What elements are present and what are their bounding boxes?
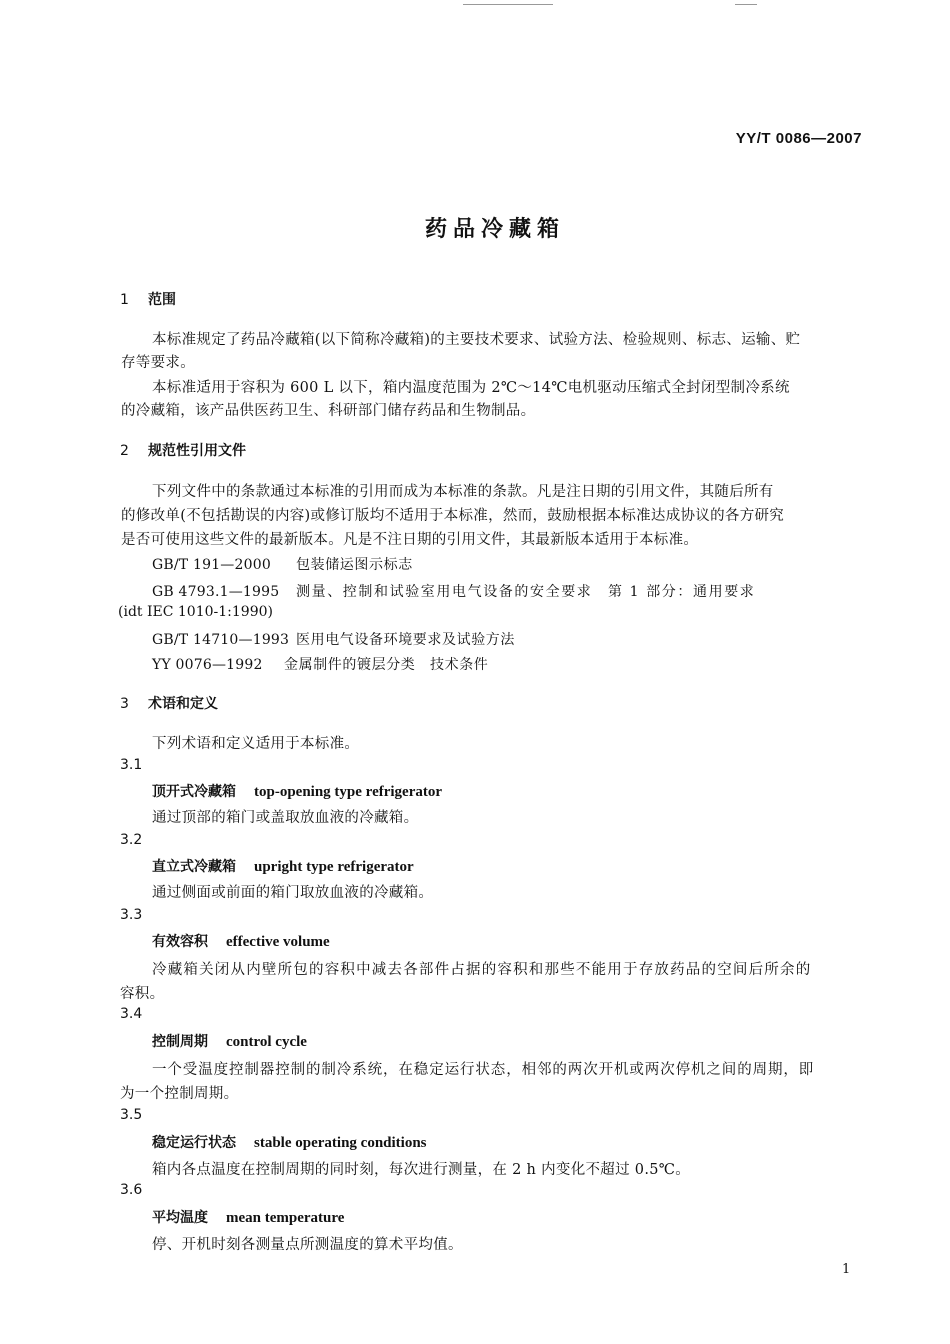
scan-artifact-line [735,4,757,5]
term-chinese: 有效容积 [152,934,208,950]
section-title: 术语和定义 [148,696,218,712]
section-title: 范围 [148,292,176,308]
term-definition: 冷藏箱关闭从内壁所包的容积中减去各部件占据的容积和那些不能用于存放药品的空间后所余的 [152,962,812,978]
clause-number: 3.2 [120,832,143,848]
term-definition: 一个受温度控制器控制的制冷系统，在稳定运行状态，相邻的两次开机或两次停机之间的周期，即 [152,1062,815,1078]
scan-artifact-line [463,4,553,5]
normative-reference-cont [118,604,273,620]
text-line: 本标准适用于容积为 600 L 以下，箱内温度范围为 2℃～14℃电机驱动压缩式全封闭型制冷系统 [152,380,790,396]
section-1-paragraph-2-cont [121,400,861,424]
term-entry [152,1132,427,1152]
term-english: upright type refrigerator [254,859,414,875]
reference-name: 包装储运图示标志 [296,557,413,573]
standard-code: YY/T 0086—2007 [735,130,862,147]
reference-code: GB/T 191—2000 [152,557,271,573]
reference-name: 测量、控制和试验室用电气设备的安全要求 第 1 部分：通用要求 [296,584,756,600]
normative-reference [152,654,488,674]
reference-code: GB 4793.1—1995 [152,584,280,600]
term-definition-cont: 为一个控制周期。 [120,1086,239,1102]
section-2-heading [120,440,246,460]
term-entry [152,781,442,801]
reference-code: YY 0076—1992 [152,657,263,673]
section-2-paragraph-line-2 [121,505,861,529]
reference-code: GB/T 14710—1993 [152,632,290,648]
text-line: 下列文件中的条款通过本标准的引用而成为本标准的条款。凡是注日期的引用文件，其随后所有 [152,484,774,500]
section-1-paragraph-1-cont [121,352,861,376]
text-line: 的冷藏箱，该产品供医药卫生、科研部门储存药品和生物制品。 [121,403,536,419]
clause-number: 3.5 [120,1107,143,1123]
section-title: 规范性引用文件 [148,443,246,459]
term-english: effective volume [226,934,330,950]
term-definition: 停、开机时刻各测量点所测温度的算术平均值。 [152,1237,463,1253]
section-3-heading [120,693,218,713]
reference-name: 医用电气设备环境要求及试验方法 [296,632,515,648]
term-english: top-opening type refrigerator [254,784,443,800]
text-line: 的修改单(不包括勘误的内容)或修订版均不适用于本标准，然而，鼓励根据本标准达成协议的各方研究 [121,508,785,524]
section-number: 2 [120,443,129,459]
page-number: 1 [842,1262,851,1277]
clause-number: 3.6 [120,1182,143,1198]
term-english: mean temperature [226,1210,345,1226]
normative-reference [152,554,413,574]
document-title: 药品冷藏箱 [424,217,565,242]
section-number: 3 [120,696,129,712]
normative-reference [152,581,755,601]
term-english: control cycle [226,1034,307,1050]
term-definition: 通过侧面或前面的箱门取放血液的冷藏箱。 [152,885,434,901]
section-1-paragraph-1 [121,329,861,353]
term-entry [152,1031,307,1051]
reference-idt: (idt IEC 1010-1:1990) [118,604,273,620]
term-chinese: 控制周期 [152,1034,208,1050]
term-chinese: 平均温度 [152,1210,208,1226]
term-definition: 通过顶部的箱门或盖取放血液的冷藏箱。 [152,810,419,826]
term-english: stable operating conditions [254,1135,427,1151]
text-line: 存等要求。 [121,355,195,371]
term-entry [152,1207,344,1227]
section-1-heading [120,289,176,309]
section-2-paragraph-line-3 [121,529,861,553]
term-chinese: 直立式冷藏箱 [152,859,236,875]
section-number: 1 [120,292,129,308]
section-1-paragraph-2 [121,377,861,401]
term-entry [152,856,414,876]
clause-number: 3.1 [120,757,143,773]
normative-reference [152,629,515,649]
text-line: 本标准规定了药品冷藏箱(以下简称冷藏箱)的主要技术要求、试验方法、检验规则、标志、运输、贮 [152,332,801,348]
term-definition-cont: 容积。 [120,986,165,1002]
term-entry [152,931,330,951]
section-3-intro: 下列术语和定义适用于本标准。 [152,736,360,752]
term-definition: 箱内各点温度在控制周期的同时刻，每次进行测量，在 2 h 内变化不超过 0.5℃。 [152,1162,691,1178]
term-chinese: 顶开式冷藏箱 [152,784,236,800]
clause-number: 3.4 [120,1006,143,1022]
reference-name: 金属制件的镀层分类 技术条件 [284,657,489,673]
clause-number: 3.3 [120,907,143,923]
section-2-paragraph-line-1 [121,481,861,505]
term-chinese: 稳定运行状态 [152,1135,236,1151]
text-line: 是否可使用这些文件的最新版本。凡是不注日期的引用文件，其最新版本适用于本标准。 [121,532,699,548]
